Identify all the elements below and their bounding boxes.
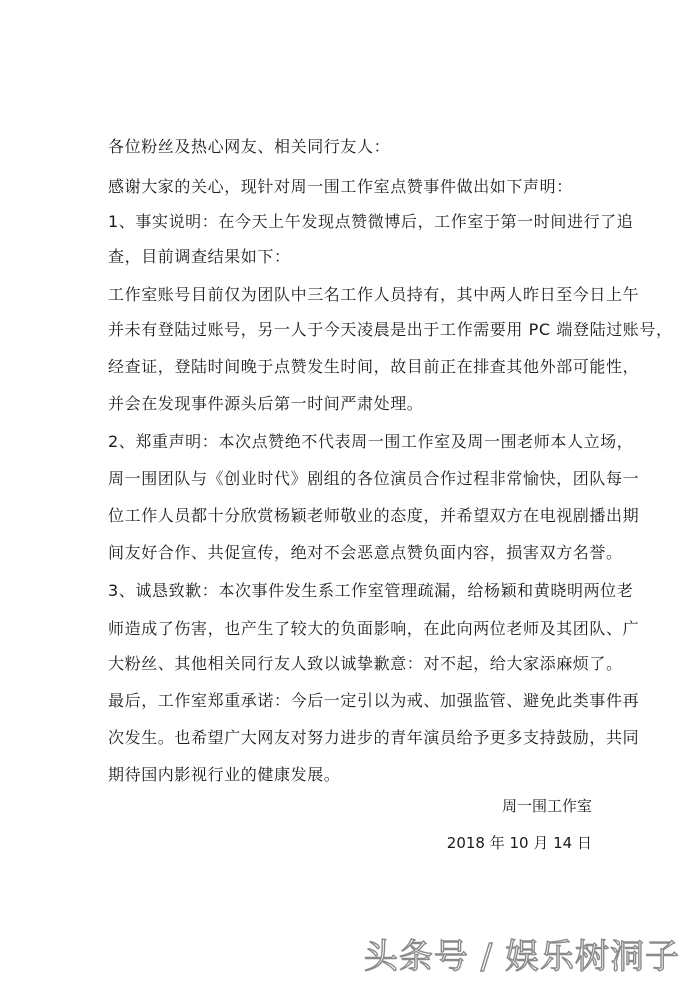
statement-line: 经查证，登陆时间晚于点赞发生时间，故目前正在排查其他外部可能性， (108, 357, 640, 376)
statement-line: 最后，工作室郑重承诺：今后一定引以为戒、加强监管、避免此类事件再 (108, 691, 640, 710)
statement-line: 并会在发现事件源头后第一时间严肃处理。 (108, 394, 424, 413)
statement-line: 大粉丝、其他相关同行友人致以诚挚歉意：对不起，给大家添麻烦了。 (108, 654, 623, 673)
salutation: 各位粉丝及热心网友、相关同行友人： (108, 137, 391, 156)
statement-line: 位工作人员都十分欣赏杨颖老师敬业的态度，并希望双方在电视剧播出期 (108, 506, 640, 525)
statement-line: 2、郑重声明：本次点赞绝不代表周一围工作室及周一围老师本人立场， (108, 432, 634, 451)
statement-line: 间友好合作、共促宣传，绝对不会恶意点赞负面内容，损害双方名誉。 (108, 543, 623, 562)
statement-date: 2018 年 10 月 14 日 (446, 834, 592, 852)
statement-line: 并未有登陆过账号，另一人于今天凌晨是出于工作需要用 PC 端登陆过账号， (108, 320, 673, 339)
statement-line: 工作室账号目前仅为团队中三名工作人员持有，其中两人昨日至今日上午 (108, 285, 640, 304)
statement-line: 期待国内影视行业的健康发展。 (108, 765, 341, 784)
statement-line: 周一围团队与《创业时代》剧组的各位演员合作过程非常愉快，团队每一 (108, 469, 640, 488)
statement-line: 查，目前调查结果如下： (108, 247, 291, 266)
statement-line: 次发生。也希望广大网友对努力进步的青年演员给予更多支持鼓励，共同 (108, 728, 640, 747)
statement-line: 3、诚恳致歉：本次事件发生系工作室管理疏漏，给杨颖和黄晓明两位老 (108, 581, 634, 600)
statement-line: 师造成了伤害，也产生了较大的负面影响，在此向两位老师及其团队、广 (108, 619, 640, 638)
statement-line: 1、事实说明：在今天上午发现点赞微博后，工作室于第一时间进行了追 (108, 212, 634, 231)
signature: 周一围工作室 (501, 797, 592, 815)
statement-line: 感谢大家的关心，现针对周一围工作室点赞事件做出如下声明： (108, 177, 573, 196)
watermark: 头条号 / 娱乐树洞子 (363, 937, 680, 977)
